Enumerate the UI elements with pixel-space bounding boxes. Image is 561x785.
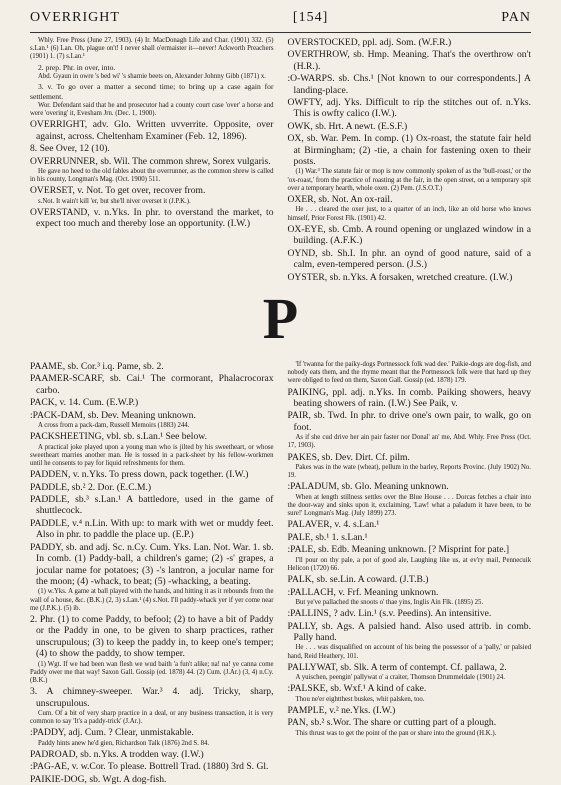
dictionary-entry: Whly. Free Press (June 27, 1903). (4) Ir. MacDonagh Life and Char. (1901) 332. (5) s.Lan.¹ (6) Lan. Oh, plague on't! I never shall o'ermaister it—never! Ackworth Preachers (1901) 1. (7) s.Lan.¹ xyxy=(30,37,274,61)
dictionary-entry: 3. v. To go over a matter a second time; to bring up a case again for settlement. xyxy=(30,82,274,101)
dictionary-entry: As if she cud drive her ain pair faster nor Donal' an' me, Abd. Whly. Free Press (Oct. 17, 1903). xyxy=(287,434,531,450)
dictionary-entry: :PALLACH, v. Frf. Meaning unknown. xyxy=(287,586,439,598)
dictionary-entry: PALLYWAT, sb. Slk. A term of contempt. Cf. pallawa, 2. xyxy=(287,661,507,673)
dictionary-entry: PALK, sb. se.Lin. A coward. (J.T.B.) xyxy=(287,574,429,586)
dictionary-entry: He . . . cleared the oxer just, to a quarter of an inch, like an old horse who knows himself, Prior Forest Flk. (1901) 42. xyxy=(287,206,531,222)
dictionary-entry: Abd. Gyaun in owre 's bed wi' 's sharnie beets on, Alexander Johnny Gibb (1871) x. xyxy=(38,73,266,81)
dictionary-entry: A cross from a pack-dam, Russell Memoirs (1883) 244. xyxy=(38,422,190,430)
dictionary-entry: PALLY, sb. Ags. A palsied hand. Also used attrib. in comb. Pally hand. xyxy=(287,620,531,643)
dictionary-entry: Cum. Of a bit of very sharp practice in a deal, or any business transaction, it is very common to say 'It's a paddy-trick' (J.Ar.). xyxy=(30,709,274,726)
dictionary-entry: 3. A chimney-sweeper. War.³ 4. adj. Tricky, sharp, unscrupulous. xyxy=(30,686,274,709)
running-head xyxy=(30,10,531,33)
dictionary-entry: OYSTER, sb. n.Yks. A forsaken, wretched creature. (I.W.) xyxy=(287,271,513,283)
dictionary-entry: OVERSTOCKED, ppl. adj. Som. (W.F.R.) xyxy=(287,37,452,48)
dictionary-entry: PADROAD, sb. n.Yks. A trodden way. (I.W.) xyxy=(30,748,204,760)
top-left-column xyxy=(30,37,274,277)
dictionary-entry: PAAME, sb. Cor.³ i.q. Pame, sb. 2. xyxy=(30,361,164,372)
dictionary-entry: OX-EYE, sb. Cmb. A round opening or unglazed window in a building. (A.F.K.) xyxy=(287,223,531,247)
dictionary-entry: :PALLINS, ? adv. Lin.¹ (s.v. Peedins). An intensitive. xyxy=(287,608,492,620)
dictionary-entry: PAIKIE-DOG, sb. Wgt. A dog-fish. xyxy=(30,773,167,785)
dictionary-entry: When at length stillness settles over the Blue House . . . Dorcas fetches a chair into the door-way and sinks upon it, exclaiming, 'Law! what a paladum it have been, to be sure!' Longman's Mag. (July 1899) 273. xyxy=(287,493,531,518)
dictionary-entry: :PALSKE, sb. Wxf.¹ A kind of cake. xyxy=(287,683,427,695)
dictionary-entry: He . . . was disqualified on account of his being the possessor of a 'pally,' or palsied hand, Reid Heathery, 101. xyxy=(287,644,531,660)
dictionary-entry: PAN, sb.² s.Wor. The share or cutting part of a plough. xyxy=(287,717,497,729)
bottom-right-column xyxy=(288,361,532,766)
bottom-columns xyxy=(30,361,531,785)
dictionary-entry: OX, sb. War. Pem. In comp. (1) Ox-roast, the statute fair held at Birmingham; (2) -tie, a chain for fastening oxen to their posts. xyxy=(287,133,531,168)
dictionary-entry: PAIR, sb. Twd. In phr. to drive one's own pair, to walk, go on foot. xyxy=(287,410,531,433)
top-columns xyxy=(30,37,531,283)
dictionary-entry: :PALADUM, sb. Glo. Meaning unknown. xyxy=(287,481,449,493)
dictionary-entry: OVERTHROW, sb. Hmp. Meaning. That's the overthrow on't (H.R.). xyxy=(287,49,531,72)
dictionary-entry: :PAG-AE, v. w.Cor. To please. Bottrell Trad. (1880) 3rd S. Gl. xyxy=(30,761,269,773)
dictionary-entry: :PACK-DAM, sb. Dev. Meaning unknown. xyxy=(30,409,196,421)
dictionary-entry: Paddy hints anew he'd gien, Richardson Talk (1876) 2nd S. 84. xyxy=(38,739,210,747)
running-head-right: PAN xyxy=(501,10,531,25)
dictionary-entry: PALE, sb.¹ 1. s.Lan.¹ xyxy=(287,531,368,543)
dictionary-entry: But ye've pallached the snoots o' thae yins, Inglis Ain Flk. (1895) 25. xyxy=(295,598,484,606)
dictionary-entry: He gave no heed to the old fables about the overrunner, as the common shrew is called in his county, Longman's Mag. (Oct. 1900) 511. xyxy=(30,168,274,184)
dictionary-entry: PADDLE, sb.² 2. Dor. (E.C.M.) xyxy=(30,481,152,493)
dictionary-entry: A practical joke played upon a young man who is jilted by his sweetheart, or whose sweetheart marries another man. He is tossed in a pack-sheet by his fellow-workmen until he consents to pay for liquid refreshments for them. xyxy=(30,443,274,468)
dictionary-entry: This thrust was to get the point of the pan or share into the ground (H.K.). xyxy=(295,729,497,737)
dictionary-entry: I'll pour on thy pale, a pot of good ale, Laughing like us, at ev'ry mail, Pennecuik Helicon (1720) 66. xyxy=(287,556,531,572)
dictionary-entry: PACK, v. 14. Cum. (E.W.P.) xyxy=(30,397,139,409)
dictionary-entry: OYND, sb. Sh.I. In phr. an oynd of good nature, said of a calm, even-tempered person. (J.S.) xyxy=(287,247,531,271)
dictionary-entry: :PALE, sb. Edb. Meaning unknown. [? Misprint for pate.] xyxy=(287,544,510,556)
dictionary-entry: 2. Phr. (1) to come Paddy, to befool; (2) to have a bit of Paddy or the Paddy in one, to be given to sharp practices, rather unscrupulous; (3) to keep the paddy in, to keep one's temper; (4) to show the paddy, to show temper. xyxy=(30,613,274,660)
top-right-column xyxy=(287,37,532,283)
dictionary-entry: 'If 'twanna for the paiky-dogs Portnessock folk wad dee.' Paikie-dogs are dog-fish, and nobody eats them, and the rhyme meant that the Portnessock folk were that hard up they were obliged to feed on them, Saxon Gall. Gossip (ed. 1878) 179. xyxy=(287,361,531,385)
dictionary-entry: PADDLE, v.⁴ n.Lin. With up: to mark with wet or muddy feet. Also in phr. to paddle the place up. (E.P.) xyxy=(30,517,274,541)
dictionary-entry: PADDEN, v. n.Yks. To press down, pack together. (I.W.) xyxy=(30,469,249,481)
dictionary-entry: 2. prep. Phr. in over, into. xyxy=(38,62,116,72)
dictionary-entry: OXER, sb. Not. An ox-rail. xyxy=(287,194,393,206)
dictionary-entry: s.Not. It wain't kill 'er, but she'll niver overset it (J.P.K.). xyxy=(38,197,191,205)
bottom-left-column xyxy=(30,361,274,785)
dictionary-entry: PADDLE, sb.³ s.Lan.¹ A battledore, used in the game of shuttlecock. xyxy=(30,494,274,517)
dictionary-entry: PAKES, sb. Dev. Dirt. Cf. pilm. xyxy=(287,451,410,463)
dictionary-entry: 8. See Over, 12 (10). xyxy=(30,143,110,155)
dictionary-entry: PACKSHEETING, vbl. sb. s.Lan.¹ See below. xyxy=(30,431,207,443)
dictionary-entry: OVERRIGHT, adv. Glo. Written uvverrite. Opposite, over against, across. Cheltenham Examiner (Feb. 12, 1896). xyxy=(30,119,274,142)
section-letter: P xyxy=(262,286,299,351)
dictionary-entry: PAMPLE, v.² ne.Yks. (I.W.) xyxy=(287,704,396,716)
dictionary-entry: PAIKING, ppl. adj. n.Yks. In comb. Paiking showers, heavy beating showers of rain. (I.W.) See Paik, v. xyxy=(287,386,531,410)
dictionary-entry: A yuischen, peengin' pallywat o' a craiter, Thomson Drummeldale (1901) 24. xyxy=(295,674,505,682)
dictionary-entry: (1) Wgt. If we had been wan flesh we wud baith 'a fun't alike; na! na! ye canna come Paddy ower me that way! Saxon Gall. Gossip (ed. 1878) 44. (2) Cum. (J.Ar.) (3, 4) n.Cy. (B.K.) xyxy=(30,660,274,684)
dictionary-entry: :O-WARPS. sb. Chs.¹ [Not known to our correspondents.] A landing-place. xyxy=(287,73,531,96)
dictionary-entry: Pakes was in the wate (wheat), pellum in the barley, Reports Provinc. (July 1902) No. 19. xyxy=(287,464,531,480)
dictionary-entry: OWFTY, adj. Yks. Difficult to rip the stitches out of. n.Yks. This is owfty calico (I.W.). xyxy=(287,97,531,120)
dictionary-entry: PADDY, sb. and adj. Sc. n.Cy. Cum. Yks. Lan. Not. War. 1. sb. In comb. (1) Paddy-ball, a children's game; (2) -s' grapes, a jocular name for potatoes; (3) -'s lantron, a jocular name for the moon; (4) -whack, to beat; (5) -whacking, a beating. xyxy=(30,541,274,587)
dictionary-entry: OVERSTAND, v. n.Yks. In phr. to overstand the market, to expect too much and thereby lose an opportunity. (I.W.) xyxy=(30,207,274,230)
dictionary-entry: OVERRUNNER, sb. Wil. The common shrew, Sorex vulgaris. xyxy=(30,155,271,167)
dictionary-entry: (1) w.Yks. A game at ball played with the hands, and hitting it as it rebounds from the wall of a house, &c. (B.K.) (2, 3) s.Lan.¹ (4) s.Not. I'll paddy-whack yer if yer come near me (J.P.K.). (5) ib. xyxy=(30,588,274,612)
dictionary-entry: Wor. Defendant said that he and prosecutor had a county court case 'over' a horse and were 'overing' it, Evesham Jrn. (Dec. 1, 1900). xyxy=(30,102,274,118)
dictionary-entry: :PADDY, adj. Cum. ? Clear, unmistakable. xyxy=(30,727,194,739)
dictionary-entry: (1) War.³ The statute fair or mop is now commonly spoken of as the 'bull-roast,' or the 'ox-roast,' from the practice of roasting at the fair, in the open street, on a temporary spit over a temporary hearth, whole oxen. (2) Pem. (J.S.O.T.) xyxy=(287,168,531,192)
dictionary-entry: Thou ne'er eightthest buskes, whit palsken, too. xyxy=(295,695,425,703)
running-head-left: OVERRIGHT xyxy=(30,10,120,25)
dictionary-entry: OWK, sb. Hrt. A newt. (E.S.F.) xyxy=(287,120,408,132)
dictionary-entry: PALAVER, v. 4. s.Lan.¹ xyxy=(287,519,380,531)
page-number: [154] xyxy=(292,10,329,25)
dictionary-entry: PAAMER-SCARF, sb. Cai.¹ The cormorant, Phalacrocorax carbo. xyxy=(30,373,274,396)
dictionary-entry: OVERSET, v. Not. To get over, recover from. xyxy=(30,185,206,197)
